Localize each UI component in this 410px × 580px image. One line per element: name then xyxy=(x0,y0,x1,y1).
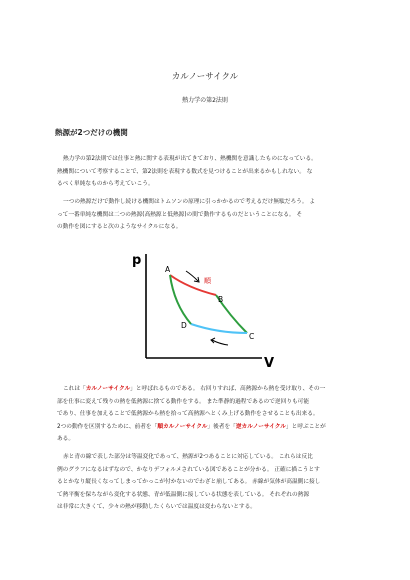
paragraph-3 xyxy=(57,383,357,446)
paragraph-line: るとかなり縦長くなってしまってかっこが付かないのでわざと崩してある。 赤線が気体が高温側に接し xyxy=(57,479,321,485)
text-run: 」と呼ばれるものである。 右回りすれば、高熱源から熱を受け取り、その一 xyxy=(130,386,326,392)
paragraph-line: って一番単純な機関は二つの熱源(高熱源と低熱源)の間で動作するものだということになる。 そ xyxy=(57,211,303,218)
paragraph-line: の動作を図にすると次のようなサイクルになる。 xyxy=(57,224,182,230)
term-forward-carnot: 順カルノーサイクル xyxy=(157,423,208,430)
point-d-label: D xyxy=(181,321,187,330)
paragraph-2 xyxy=(57,196,357,234)
paragraph-line xyxy=(57,421,357,434)
paragraph-line: ある。 xyxy=(57,436,75,442)
paragraph-line: て熱平衡を保ちながら変化する状態、青が低温側に接している状態を表している。 それぞれの熱源 xyxy=(57,491,310,498)
section-heading: 熱源が2つだけの機関 xyxy=(55,128,128,137)
p-axis-label: p xyxy=(132,253,142,268)
term-carnot-cycle: カルノーサイクル xyxy=(85,386,131,392)
text-run: 」と呼ぶことが xyxy=(285,423,326,430)
paragraph-line: 赤と青の線で表した部分は等温変化であって、熱源が2つあることに対応している。 これらは反比 xyxy=(63,454,313,460)
paragraph-line: 熱機関について考察することで、第2法則を表現する数式を見つけることが出来るかもしれない。 な xyxy=(57,168,313,175)
page-title: カルノーサイクル xyxy=(171,72,239,82)
paragraph-4 xyxy=(57,451,357,514)
direction-arrow-top xyxy=(186,271,198,281)
forward-label: 順 xyxy=(204,277,211,285)
point-b-label: B xyxy=(218,295,224,304)
text-run: 」後者を「 xyxy=(207,423,236,430)
paragraph-line: は非常に大きくて、少々の熱が移動したくらいでは温度は変わらないとする。 xyxy=(57,504,256,510)
v-axis-label: V xyxy=(264,356,275,370)
page-subtitle: 熱力学の第2法則 xyxy=(182,97,228,104)
text-run: 2つの動作を区別するために、前者を「 xyxy=(57,423,158,430)
point-c-label: C xyxy=(249,332,255,341)
text-run: これは「 xyxy=(63,386,86,392)
paragraph-line: 例のグラフになるはずなので、かなりデフォルメされている図であることが分かる。 正確に描こうとす xyxy=(57,466,320,473)
paragraph-line xyxy=(57,383,357,396)
direction-arrow-bottom xyxy=(212,340,228,345)
paragraph-line: るべく単純なものから考えていこう。 xyxy=(57,181,154,187)
paragraph-line: 部を仕事に変えて残りの熱を低熱源に捨てる動作をする。 また準静的過程であるので逆回りも可能 xyxy=(57,398,310,405)
paragraph-line: 一つの熱源だけで動作し続ける機関はトムソンの原理に引っかかるので考えるだけ無駄だろう。 よ xyxy=(63,199,316,205)
term-reverse-carnot: 逆カルノーサイクル xyxy=(235,423,286,430)
paragraph-line: であり、仕事を加えることで低熱源から熱を拾って高熱源へとくみ上げる動作をさせることも出来る。 xyxy=(57,411,319,417)
paragraph-1 xyxy=(57,153,357,191)
paragraph-line: 熱力学の第2法則では仕事と熱に関する表現が出てきており、熱機関を意識したものになっている。 xyxy=(63,156,317,162)
point-a-label: A xyxy=(165,265,171,274)
carnot-cycle-diagram xyxy=(130,244,280,370)
